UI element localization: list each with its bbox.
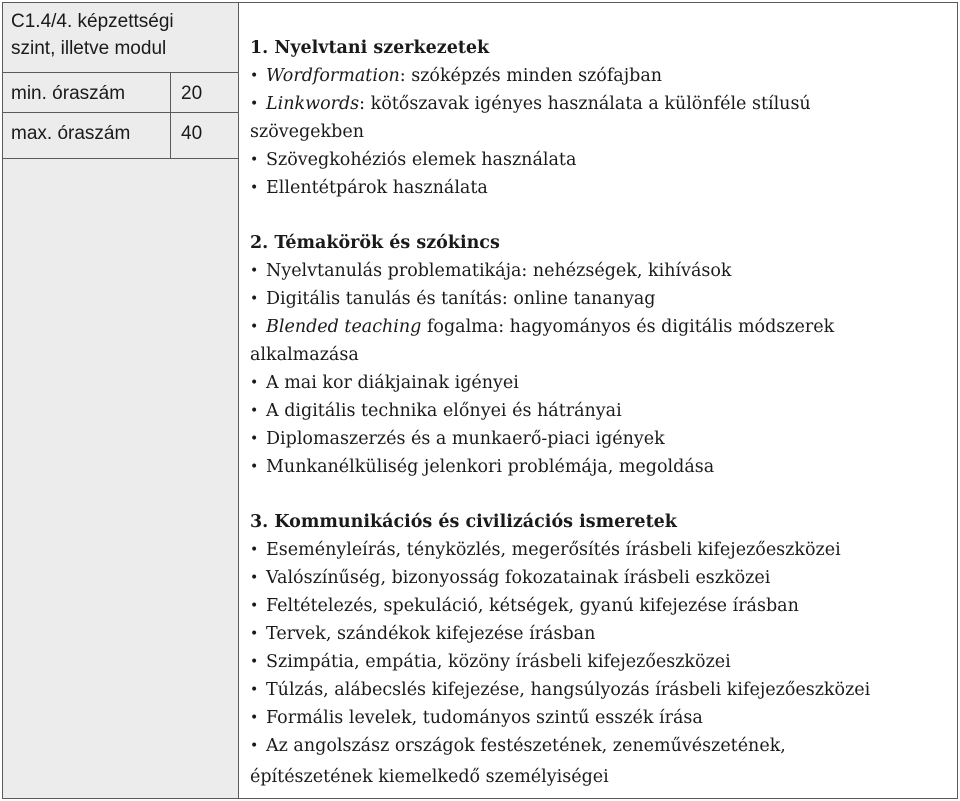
bullet-icon: • bbox=[250, 375, 259, 391]
list-item bbox=[250, 369, 519, 398]
bullet-icon: • bbox=[250, 180, 259, 196]
list-item-continuation: szövegekben bbox=[250, 122, 364, 142]
item-text: Formális levelek, tudományos szintű esszék írása bbox=[266, 708, 703, 728]
section-1-heading: 1. Nyelvtani szerkezetek bbox=[250, 38, 490, 58]
item-text: Szövegkohéziós elemek használata bbox=[266, 150, 577, 170]
item-text: Az angolszász országok festészetének, zeneművészetének, bbox=[266, 736, 786, 756]
bullet-icon: • bbox=[250, 96, 259, 112]
section-2-heading: 2. Témakörök és szókincs bbox=[250, 233, 500, 253]
bullet-icon: • bbox=[250, 710, 259, 726]
list-item bbox=[250, 174, 488, 203]
bullet-icon: • bbox=[250, 403, 259, 419]
bullet-icon: • bbox=[250, 738, 259, 754]
list-item-continuation: alkalmazása bbox=[250, 345, 359, 365]
list-item bbox=[250, 285, 656, 314]
item-text: : szóképzés minden szófajban bbox=[399, 66, 663, 86]
list-item-continuation: építészetének kiemelkedő személyiségei bbox=[250, 767, 609, 787]
bullet-icon: • bbox=[250, 152, 259, 168]
item-text: : kötőszavak igényes használata a különféle stílusú bbox=[359, 94, 811, 114]
item-text: Digitális tanulás és tanítás: online tananyag bbox=[266, 289, 656, 309]
list-item bbox=[250, 564, 770, 593]
list-item bbox=[250, 90, 811, 119]
list-item bbox=[250, 62, 662, 91]
list-item bbox=[250, 620, 595, 649]
bullet-icon: • bbox=[250, 542, 259, 558]
section-3-heading: 3. Kommunikációs és civilizációs ismeretek bbox=[250, 512, 677, 532]
item-text: Valószínűség, bizonyosság fokozatainak írásbeli eszközei bbox=[266, 568, 771, 588]
list-item bbox=[250, 676, 870, 705]
min-hours-row bbox=[3, 73, 238, 113]
max-hours-row bbox=[3, 113, 238, 159]
list-item bbox=[250, 397, 622, 426]
module-line-2: szint, illetve modul bbox=[11, 38, 167, 59]
max-hours-value: 40 bbox=[181, 123, 203, 144]
term: Wordformation bbox=[266, 66, 400, 86]
bullet-icon: • bbox=[250, 626, 259, 642]
list-item bbox=[250, 732, 786, 761]
min-hours-label: min. óraszám bbox=[11, 83, 126, 104]
bullet-icon: • bbox=[250, 459, 259, 475]
item-text: Nyelvtanulás problematikája: nehézségek, kihívások bbox=[266, 261, 732, 281]
item-text: Eseményleírás, tényközlés, megerősítés írásbeli kifejezőeszközei bbox=[266, 540, 841, 560]
content-column bbox=[239, 2, 958, 799]
list-item bbox=[250, 425, 665, 454]
module-line-1: C1.4/4. képzettségi bbox=[11, 11, 174, 32]
max-hours-label: max. óraszám bbox=[11, 123, 131, 144]
list-item bbox=[250, 704, 703, 733]
module-info-column bbox=[2, 2, 239, 799]
bullet-icon: • bbox=[250, 291, 259, 307]
bullet-icon: • bbox=[250, 68, 259, 84]
bullet-icon: • bbox=[250, 682, 259, 698]
bullet-icon: • bbox=[250, 654, 259, 670]
item-text: Munkanélküliség jelenkori problémája, megoldása bbox=[266, 457, 715, 477]
module-cell bbox=[3, 3, 238, 73]
list-item bbox=[250, 453, 714, 482]
list-item bbox=[250, 536, 841, 565]
term: Blended teaching bbox=[266, 317, 422, 337]
item-text: A mai kor diákjainak igényei bbox=[266, 373, 519, 393]
min-hours-value: 20 bbox=[181, 83, 203, 104]
bullet-icon: • bbox=[250, 319, 259, 335]
item-text: fogalma: hagyományos és digitális módszerek bbox=[421, 317, 835, 337]
item-text: Tervek, szándékok kifejezése írásban bbox=[266, 624, 596, 644]
term: Linkwords bbox=[266, 94, 360, 114]
item-text: Ellentétpárok használata bbox=[266, 178, 488, 198]
sidebar-bottom-rule bbox=[3, 158, 238, 159]
list-item bbox=[250, 146, 576, 175]
item-text: Szimpátia, empátia, közöny írásbeli kifejezőeszközei bbox=[266, 652, 731, 672]
item-text: Túlzás, alábecslés kifejezése, hangsúlyozás írásbeli kifejezőeszközei bbox=[266, 680, 871, 700]
item-text: Diplomaszerzés és a munkaerő-piaci igények bbox=[266, 429, 665, 449]
bullet-icon: • bbox=[250, 570, 259, 586]
item-text: Feltételezés, spekuláció, kétségek, gyanú kifejezése írásban bbox=[266, 596, 799, 616]
item-text: A digitális technika előnyei és hátrányai bbox=[266, 401, 622, 421]
list-item bbox=[250, 648, 731, 677]
bullet-icon: • bbox=[250, 431, 259, 447]
hours-column-divider bbox=[170, 73, 171, 159]
bullet-icon: • bbox=[250, 598, 259, 614]
bullet-icon: • bbox=[250, 263, 259, 279]
list-item bbox=[250, 592, 799, 621]
list-item bbox=[250, 313, 834, 342]
list-item bbox=[250, 257, 732, 286]
